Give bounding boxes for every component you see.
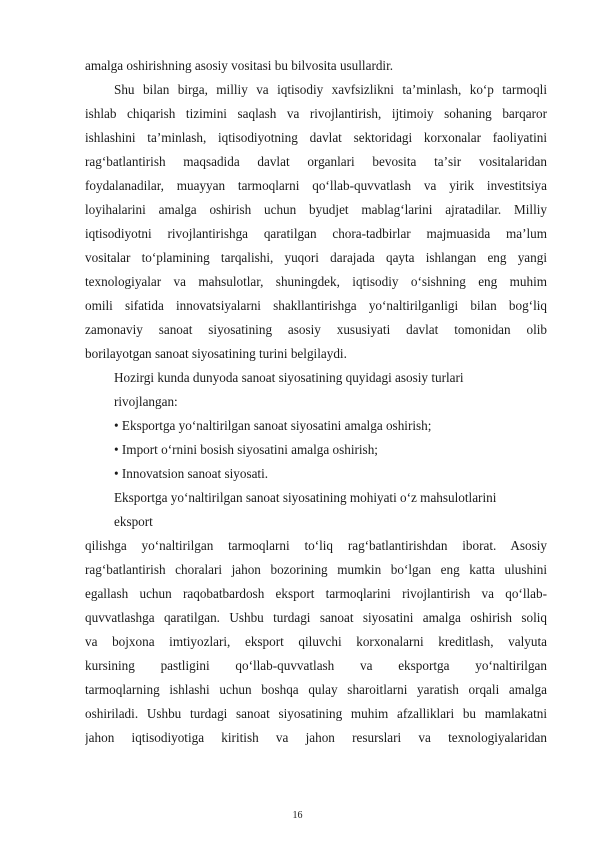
text-line: borilayotgan sanoat siyosatining turini belgilaydi. [85,346,347,361]
text-line: texnologiyalar va mahsulotlar, shuningdek, iqtisodiy oʻsishning eng muhim [85,274,547,289]
text-line: qilishga yoʻnaltirilgan tarmoqlarni toʻliq ragʻbatlantirishdan iborat. Asosiy [85,538,547,553]
text-line: ragʻbatlantirish maqsadida davlat organlari bevosita taʼsir vositalaridan [85,154,547,169]
text-line: iqtisodiyotni rivojlantirishga qaratilgan chora-tadbirlar majmuasida maʼlum [85,226,547,241]
text-line: zamonaviy sanoat siyosatining asosiy xususiyati davlat tomonidan olib [85,322,547,337]
text-line: tarmoqlarning ishlashi uchun boshqa qulay sharoitlarni yaratish orqali amalga [85,682,547,697]
text-line: foydalanadilar, muayyan tarmoqlarni qoʻllab-quvvatlash va yirik investitsiya [85,178,547,193]
text-line: ragʻbatlantirish choralari jahon bozorining mumkin boʻlgan eng katta ulushini [85,562,547,577]
text-line: vositalar toʻplamining tarqalishi, yuqori darajada qayta ishlangan eng yangi [85,250,547,265]
bullet-item: • Import oʻrnini bosish siyosatini amalga oshirish; [114,442,378,457]
text-line: jahon iqtisodiyotiga kiritish va jahon resurslari va texnologiyalaridan [85,730,547,745]
text-line: eksport [114,514,153,529]
page-number: 16 [292,810,303,821]
bullet-item: • Innovatsion sanoat siyosati. [114,466,269,481]
text-line: rivojlangan: [114,394,178,409]
text-line: amalga oshirishning asosiy vositasi bu bilvosita usullardir. [85,58,394,73]
text-line: ishlashini taʼminlash, iqtisodiyotning davlat sektoridagi korxonalar faoliyatini [85,130,547,145]
text-line: va bojxona imtiyozlari, eksport qiluvchi korxonalarni kreditlash, valyuta [85,634,547,649]
text-line: kursining pastligini qoʻllab-quvvatlash va eksportga yoʻnaltirilgan [85,658,547,673]
bullet-item: • Eksportga yoʻnaltirilgan sanoat siyosatini amalga oshirish; [114,418,432,433]
text-line: Shu bilan birga, milliy va iqtisodiy xavfsizlikni taʼminlash, koʻp tarmoqli [114,82,547,97]
text-line: quvvatlashga qaratilgan. Ushbu turdagi sanoat siyosatini amalga oshirish soliq [85,610,547,625]
text-line: omili sifatida innovatsiyalarni shakllantirishga yoʻnaltirilganligi bilan bogʻliq [85,298,547,313]
text-line: loyihalarini amalga oshirish uchun byudjet mablagʻlarini ajratadilar. Milliy [85,202,547,217]
text-line: Eksportga yoʻnaltirilgan sanoat siyosatining mohiyati oʻz mahsulotlarini [114,490,497,505]
text-line: oshiriladi. Ushbu turdagi sanoat siyosatining muhim afzalliklari bu mamlakatni [85,706,547,721]
text-line: Hozirgi kunda dunyoda sanoat siyosatining quyidagi asosiy turlari [114,370,464,385]
text-line: egallash uchun raqobatbardosh eksport tarmoqlarini rivojlantirish va qoʻllab- [85,586,547,601]
text-line: ishlab chiqarish tizimini saqlash va rivojlantirish, ijtimoiy sohaning barqaror [85,106,547,121]
